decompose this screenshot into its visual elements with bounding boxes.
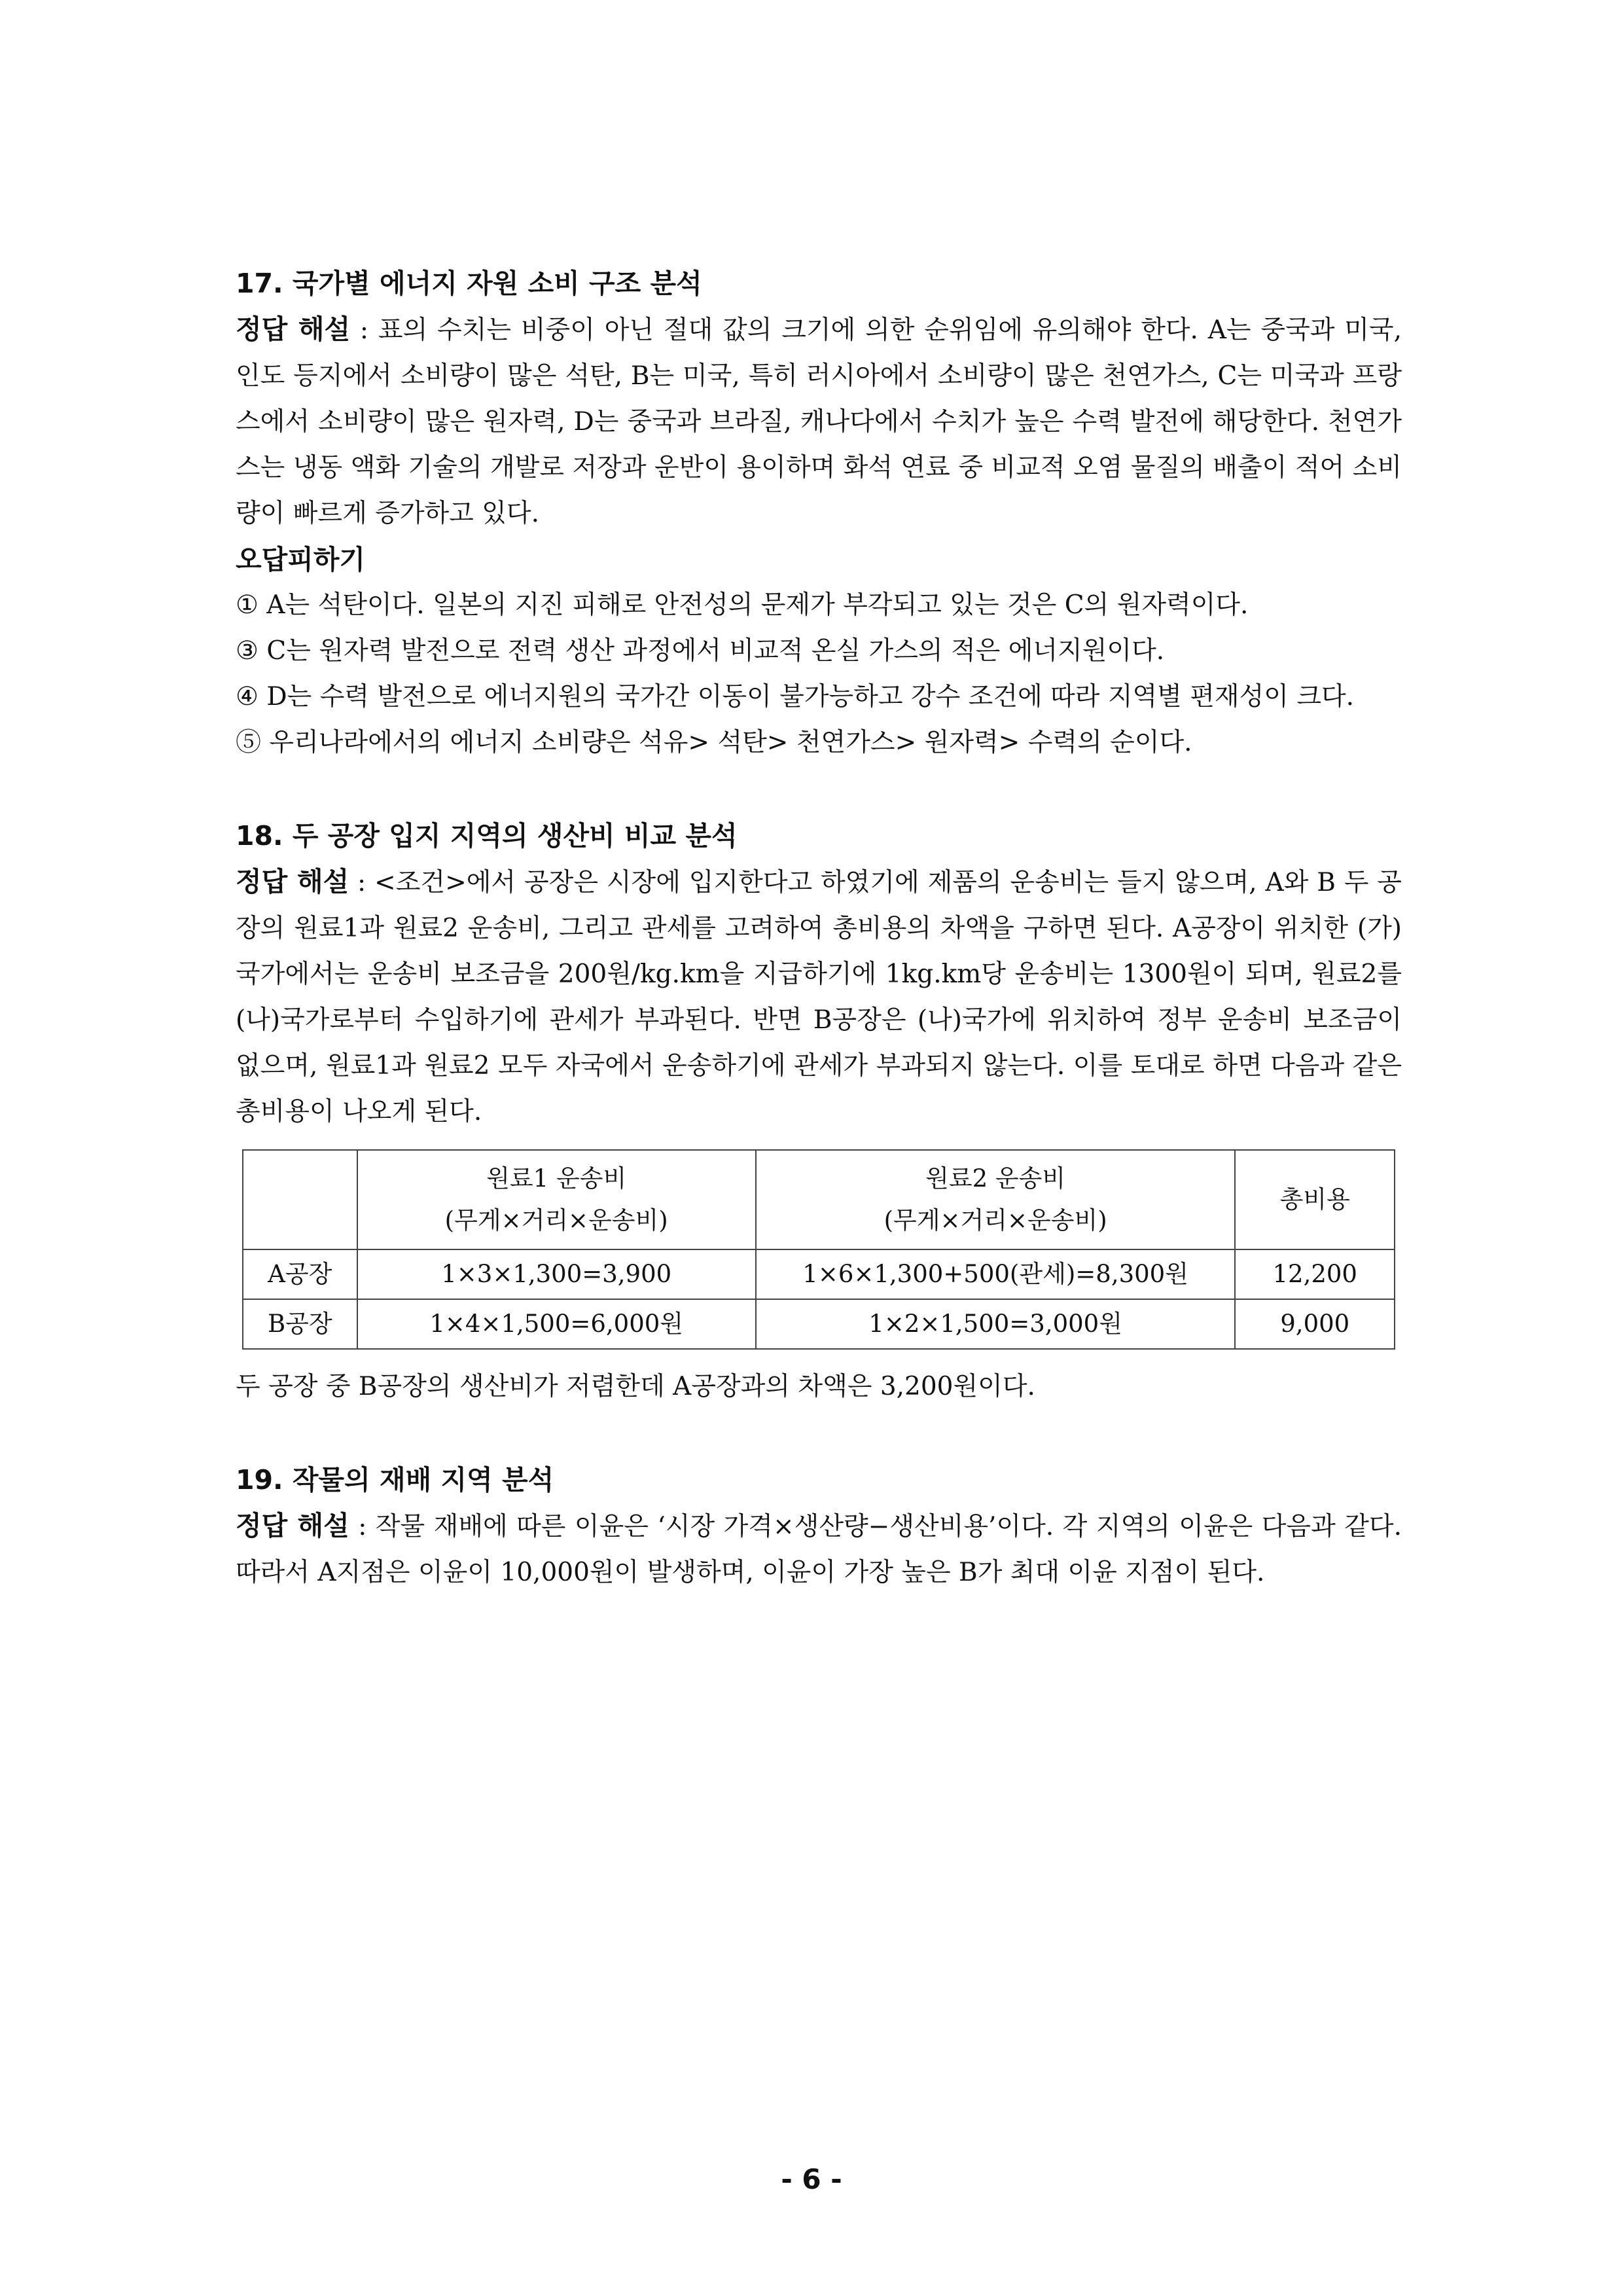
avoid-wrong-heading: 오답피하기 — [236, 544, 366, 575]
header-text: 원료1 운송비 — [486, 1164, 627, 1193]
section-17 — [236, 260, 1402, 766]
material1-cost-cell: 1×3×1,300=3,900 — [357, 1249, 756, 1299]
header-material1-cost — [357, 1150, 756, 1249]
material2-cost-cell: 1×6×1,300+500(관세)=8,300원 — [756, 1249, 1236, 1299]
answer-text: : 표의 수치는 비중이 아닌 절대 값의 크기에 의한 순위임에 유의해야 한다. A는 중국과 미국, 인도 등지에서 소비량이 많은 석탄, B는 미국, 특히 러시아에서 소비량이 많은 천연가스, C는 미국과 프랑스에서 소비량이 많은 원자력, D는 중국과 브라질, 캐나다에서 수치가 높은 수력 발전에 해당한다. 천연가스는 냉동 액화 기술의 개발로 저장과 운반이 용이하며 화석 연료 중 비교적 오염 물질의 배출이 적어 소비량이 빠르게 증가하고 있다. — [236, 315, 1402, 528]
total-cost-cell: 12,200 — [1235, 1249, 1395, 1299]
avoid-item-5: ⑤ 우리나라에서의 에너지 소비량은 석유> 석탄> 천연가스> 원자력> 수력의 순이다. — [236, 728, 1192, 757]
factory-name-cell: B공장 — [243, 1299, 357, 1349]
answer-explanation — [236, 859, 1402, 1135]
table-row — [243, 1249, 1395, 1299]
avoid-item-4: ④ D는 수력 발전으로 에너지원의 국가간 이동이 불가능하고 강수 조건에 따라 지역별 편재성이 크다. — [236, 682, 1355, 711]
avoid-item-1: ① A는 석탄이다. 일본의 지진 피해로 안전성의 문제가 부각되고 있는 것은 C의 원자력이다. — [236, 590, 1249, 620]
header-material2-cost — [756, 1150, 1236, 1249]
section-18 — [236, 813, 1402, 1410]
header-subtext: (무게×거리×운송비) — [883, 1206, 1107, 1234]
section-heading: 17. 국가별 에너지 자원 소비 구조 분석 — [236, 268, 702, 299]
answer-text: : <조건>에서 공장은 시장에 입지한다고 하였기에 제품의 운송비는 들지 않으며, A와 B 두 공장의 원료1과 원료2 운송비, 그리고 관세를 고려하여 총비용의 차액을 구하면 된다. A공장이 위치한 (가)국가에서는 운송비 보조금을 200원/kg.km을 지급하기에 1kg.km당 운송비는 1300원이 되며, 원료2를 (나)국가로부터 수입하기에 관세가 부과된다. 반면 B공장은 (나)국가에 위치하여 정부 운송비 보조금이 없으며, 원료1과 원료2 모두 자국에서 운송하기에 관세가 부과되지 않는다. 이를 토대로 하면 다음과 같은 총비용이 나오게 된다. — [236, 868, 1402, 1126]
material1-cost-cell: 1×4×1,500=6,000원 — [357, 1299, 756, 1349]
header-blank-cell — [243, 1150, 357, 1249]
factory-name-cell: A공장 — [243, 1249, 357, 1299]
answer-label: 정답 해설 — [236, 866, 349, 897]
answer-label: 정답 해설 — [236, 1510, 349, 1541]
header-text: 원료2 운송비 — [925, 1164, 1066, 1193]
cost-comparison-table — [242, 1149, 1395, 1350]
section-heading: 19. 작물의 재배 지역 분석 — [236, 1464, 554, 1496]
answer-explanation — [236, 1503, 1402, 1596]
material2-cost-cell: 1×2×1,500=3,000원 — [756, 1299, 1236, 1349]
avoid-item-3: ③ C는 원자력 발전으로 전력 생산 과정에서 비교적 온실 가스의 적은 에너지원이다. — [236, 636, 1165, 666]
header-total-cost: 총비용 — [1235, 1150, 1395, 1249]
section-heading: 18. 두 공장 입지 지역의 생산비 비교 분석 — [236, 820, 738, 852]
page-content — [236, 260, 1402, 1596]
header-subtext: (무게×거리×운송비) — [444, 1206, 668, 1234]
answer-label: 정답 해설 — [236, 314, 351, 345]
table-header-row — [243, 1150, 1395, 1249]
answer-explanation — [236, 306, 1402, 537]
section-19 — [236, 1457, 1402, 1596]
total-cost-cell: 9,000 — [1235, 1299, 1395, 1349]
answer-text: : 작물 재배에 따른 이윤은 ‘시장 가격×생산량−생산비용’이다. 각 지역의 이윤은 다음과 같다. 따라서 A지점은 이윤이 10,000원이 발생하며, 이윤이 가장 높은 B가 최대 이윤 지점이 된다. — [236, 1512, 1402, 1587]
conclusion-text: 두 공장 중 B공장의 생산비가 저렴한데 A공장과의 차액은 3,200원이다. — [236, 1372, 1035, 1401]
page-number: - 6 - — [781, 2163, 842, 2195]
table-row — [243, 1299, 1395, 1349]
